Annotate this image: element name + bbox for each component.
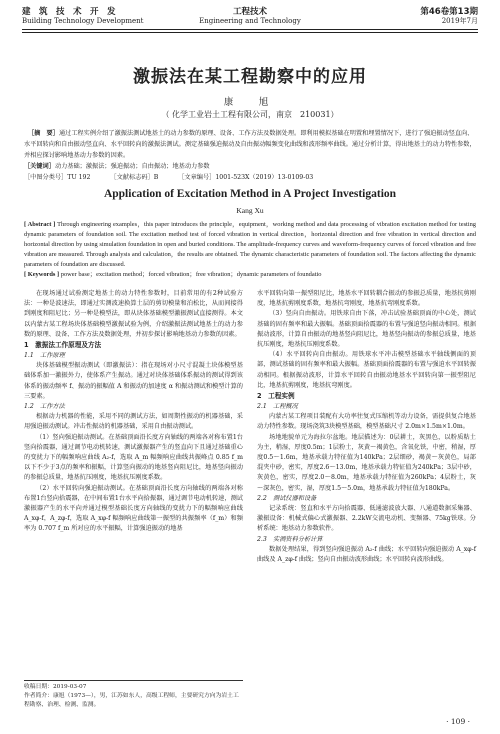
issue-info: 第46卷第13期 2019年7月: [420, 7, 478, 25]
section-name: 工程技术 Engineering and Technology: [199, 7, 301, 25]
paragraph: 记录系统：竖直和水平方向拾震器、低通滤波放大器、八通道数据采集器、激振设备：机械式偏心式激振器、2.2kW交流电动机、变频器、75kg铁球。分析系统：地基动力参数软件。: [257, 505, 476, 533]
keywords-text: 动力基础；激振法；强迫振动；自由振动；地基动力参数: [54, 163, 210, 170]
header-rule-thin: [22, 32, 478, 33]
paragraph: 根据动力机器的性能，采用不同的测试方法，如周期性振动的机器基础，采用强迫振动测试。冲击性振动的机器基础，采用自由振动测试。: [24, 413, 243, 431]
abstract-label: ［摘 要］: [28, 130, 59, 137]
keywords-label: ［关键词］: [24, 163, 55, 170]
right-column: [257, 289, 476, 565]
subsection-heading: 2.2 测试仪器和设备: [257, 494, 317, 502]
subsection-heading: 1.1 工作原理: [24, 352, 65, 360]
page-number: · 109 ·: [446, 717, 470, 726]
abstract-cn: [24, 128, 476, 161]
author-en: Kang Xu: [236, 206, 264, 215]
article-title-cn: 激振法在某工程勘察中的应用: [133, 67, 367, 87]
article-number: ［文章编号］1001-523X（2019）13-0109-03: [178, 174, 314, 181]
paragraph: 数据处理结果，得到竖向强迫振动 A₂-f 曲线；水平回转向强迫振动 A_xφ-f 曲线及 A_zφ-f 曲线；竖向自由振动波形曲线；水平回转向波形曲线。: [257, 545, 476, 564]
subsection-heading: 2.1 工程概况: [257, 403, 298, 411]
journal-name: 建 筑 技 术 开 发 Building Technology Development: [22, 7, 144, 25]
subsection-heading: 2.3 实测资料分析计算: [257, 535, 323, 543]
classification-row: [24, 172, 476, 183]
keywords-cn: [24, 161, 476, 183]
paragraph: 内蒙古某工程项目装配有大功率往复式压缩机等动力设备，需提供复合地基动力特性参数。现场浇筑3块模型基础，模型基础尺寸 2.0m×1.5m×1.0m。: [257, 413, 476, 431]
section-heading: 2 工程实例: [257, 392, 295, 401]
abstract-text: 通过工程实例介绍了激振法测试地基土的动力参数的原理、设备、工作方法及数据处理。即利用模拟基础在明置和埋置情况下，进行了强迫振动竖直向、水平回转向和自由振动竖直向、水平回转向的激振法测试。测定基础强迫振动及自由振动幅频变化曲线和波形频率曲线。通过分析计算，得出地基土的动力特性参数，并相应探讨影响地基动力参数的因素。: [24, 130, 476, 159]
section-heading: 1 激振法工作原理及方法: [24, 341, 102, 350]
paragraph: （3）竖向自由振动。用铁球自由下落，冲击试验基础顶面的中心处，测试基础的固有频率和最大振幅。基础顶面拾震器的布置与强迫竖向振动相同。根据振动波形，计算自由振动的地基竖向阻尼比，地基竖向振动的参振总质量，地基抗压刚度，地基抗压刚度系数。: [257, 310, 476, 349]
keywords-en-text: power base；excitation method；forced vibration；free vibration；dynamic parameters of foundatio: [60, 271, 322, 279]
author-bio: 作者简介：康旭（1973—），男，江苏如东人，高级工程师，主要研究方向为岩土工程勘察、治理、检测、监测。: [24, 693, 239, 708]
abstract-en: [24, 220, 476, 281]
footnote: [24, 680, 243, 710]
document-code: ［文献标志码］B: [110, 174, 159, 181]
paragraph: 场地地貌单元为海拉尔盆地。地层描述为：0层耕土，灰黑色，以粉质粘土为主，稍湿，厚度0.5m；1层粉土，灰黄～褐黄色，含氧化铁，中密，稍湿，厚度0.5～1.6m，地基承载力特征值为140kPa；2层细砂，褐黄～灰黄色，局部混夹中砂，密实，厚度2.6～13.0m，地基承载力特征值为240kPa；3层中砂，灰黄色，密实，厚度2.0～8.0m，地基承载力特征值为260kPa；4层粉土，灰～深灰色，密实，湿，厚度1.5～5.0m，地基承载力特征值为180kPa。: [257, 433, 476, 492]
paragraph: 水平回转向第一振型阻尼比，地基水平回转耦合振动的参振总质量，地基抗剪刚度，地基抗剪刚度系数，地基抗弯刚度，地基抗弯刚度系数。: [257, 290, 476, 308]
left-column: [24, 289, 243, 535]
intro-paragraph: 在现场通过试验测定地基土的动力特性参数时，目前常用的有2种试验方法：一种是波速法，即通过实测波速换算土层的剪切模量和泊松比，从而间接得到刚度和阻尼比；另一种是模型法，即从块体基础模型激振测试直接测得。本文以内蒙古某工程场块体基础模型激振试验为例，介绍激振法测试地基土的动力参数的原理、设备、工作方法及数据处理，并初步探讨影响地基动力参数的因素。: [24, 290, 243, 338]
clc-number: ［中图分类号］TU 192: [24, 174, 91, 181]
paragraph: 块体基础模型振动测试（即激振法）：指在现场对小尺寸混凝土块体模型基础体系加一激振外力，使体系产生振动。通过对块体基础体系振动的测试得到该体系的振动频率 f、振动的振幅值 A 和振动的加速度 α 和振动测试和模型计算的三要素。: [24, 362, 243, 400]
header-rule: [22, 29, 478, 30]
paragraph: （4）水平回转向自由振动。用铁球水平冲击模型基础水平轴线侧面的顶部，测试基础的固有频率和最大振幅。基础顶面拾震器的布置与强迫水平回转振动相同。根据振动波形，计算水平回转自由振动地基水平回转向第一振型阻尼比，地基抗剪刚度，地基抗弯刚度。: [257, 351, 476, 389]
keywords-en-label: [ Keywords ]: [24, 271, 60, 279]
author-cn: 康 旭: [223, 97, 277, 108]
affiliation-cn: （ 化学工业岩土工程有限公司，南京 210031）: [161, 110, 339, 119]
article-title-en: Application of Excitation Method in A Project Investigation: [103, 188, 397, 200]
paragraph: （2）水平回转向强迫振动测试。在基础顶面沿长度方向轴线的两端各对称布置1台竖向拾震器，在中间布置1台水平向拾振器，通过调节电动机转速，测试激振器产生的水平向并通过模型基础长度方向轴线的变扰力下的幅频响应曲线 A_xφ-f，A_zφ-f，选取 A_xφ-f 幅频响应曲线第一振型的共振频率（f_m）和频率为 0.707 f_m 所对应的水平振幅，计算强迫振动的地基: [24, 484, 243, 533]
paragraph: （1）竖向强迫振动测试。在基础顶面沿长度方向轴线的两端各对称布置1台竖向拾震器，通过调节电动机转速，测试激振器产生的竖直向下且通过基础重心的变扰力下的幅频响应曲线 A₂-f，选取 A_m 幅频响应曲线共振峰点 0.85 f_m 以下不少于3点的频率和振幅，计算竖向振动的地基竖向阻尼比，地基竖向振动的参振总质量，地基抗压刚度，地基抗压刚度系数。: [24, 433, 243, 482]
running-header: [22, 8, 478, 32]
received-date: 收稿日期：2019-03-07: [24, 684, 87, 690]
abstract-en-label: [ Abstract ]: [24, 221, 56, 228]
subsection-heading: 1.2 工作方法: [24, 403, 65, 411]
abstract-en-text: Through engineering examples，this paper introduces the principle，equipment，working method and data processing of vibration excitation method for testing dynamic parameters of foundation soil. The excitation method test of forced vibration in vertical direction，horizontal direction and free vibration in vertical direction and horizontal direction by using simulation foundation in open and buried conditions. The amplitude-frequency curves and waveform-frequency curves of forced vibration and free vibration are measured. Through analysis and calculation，the results are obtained. The dynamic characteristic parameters of foundation soil. The factors affecting the dynamic parameters of foundation are discussed.: [24, 221, 476, 269]
body-columns: [24, 289, 476, 674]
